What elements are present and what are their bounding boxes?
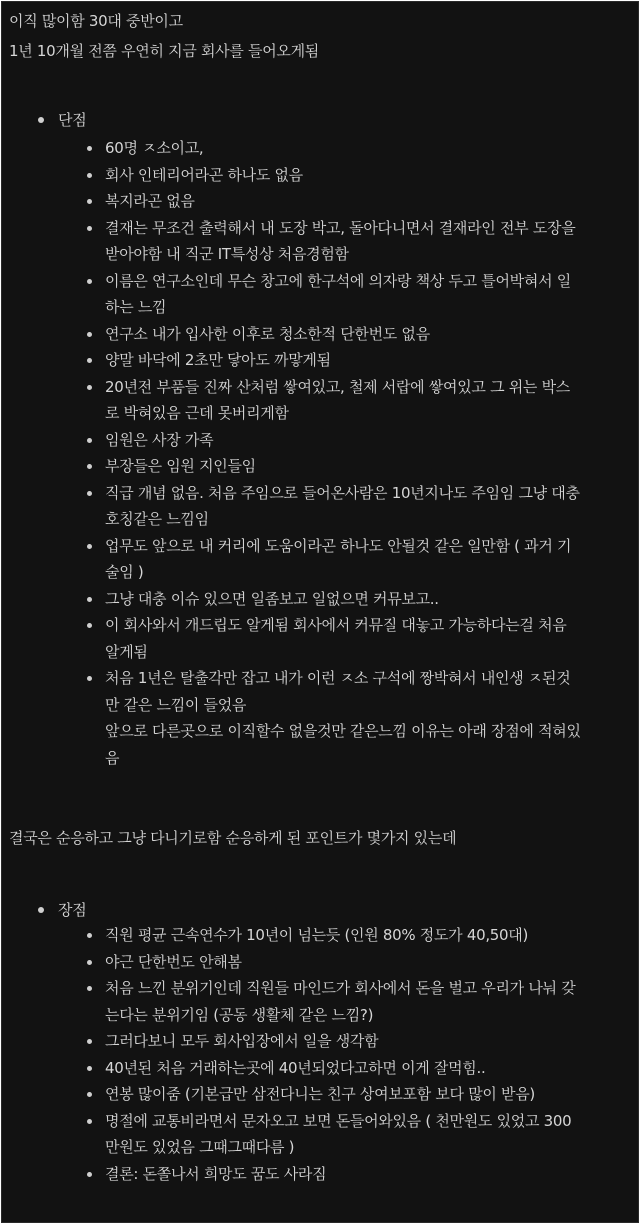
- cons-item-bullet: [87, 332, 92, 337]
- cons-item-bullet: [87, 544, 92, 549]
- cons-heading: 단점: [58, 111, 87, 129]
- pros-item-bullet: [87, 1039, 92, 1044]
- list-item-line: 는다는 분위기임 (공동 생활체 같은 느낌?): [105, 1005, 374, 1024]
- list-item: [105, 612, 635, 665]
- list-item-line: 직급 개념 없음. 처음 주임으로 들어온사람은 10년지나도 주임임 그냥 대충: [105, 483, 580, 502]
- pros-item-bullet: [87, 1066, 92, 1071]
- list-item: [105, 975, 635, 1028]
- list-item-line: 받아야함 내 직군 IT특성상 처음경험함: [105, 245, 349, 263]
- list-item: [105, 427, 635, 454]
- list-item-line: 처음 느낀 분위기인데 직원들 마인드가 회사에서 돈을 벌고 우리가 나눠 갖: [105, 979, 576, 997]
- list-item-line: 양말 바닥에 2초만 닿아도 까맣게됨: [105, 351, 331, 369]
- list-item: [105, 1055, 635, 1082]
- intro-line-2: 1년 10개월 전쯤 우연히 지금 회사를 들어오게됨: [9, 42, 319, 60]
- list-item-line: 부장들은 임원 지인들임: [105, 457, 256, 475]
- post-body: [1, 1, 639, 1223]
- pros-item-bullet: [87, 1172, 92, 1177]
- pros-item-bullet: [87, 1092, 92, 1097]
- cons-bullet: [38, 117, 44, 123]
- intro-line-1: 이직 많이함 30대 중반이고: [9, 12, 183, 30]
- list-item: [105, 321, 635, 348]
- cons-item-bullet: [87, 623, 92, 628]
- list-item-line: 업무도 앞으로 내 커리에 도움이라곤 하나도 안될것 같은 일만함 ( 과거 기: [105, 536, 572, 555]
- list-item: [105, 480, 635, 533]
- list-item-line: 직원 평균 근속연수가 10년이 넘는듯 (인원 80% 정도가 40,50대): [105, 926, 529, 944]
- list-item: [105, 665, 635, 771]
- list-item-line: 결론: 돈쫄나서 희망도 꿈도 사라짐: [105, 1164, 327, 1183]
- list-item-line: 이름은 연구소인데 무슨 창고에 한구석에 의자랑 책상 두고 틀어박혀서 일: [105, 271, 571, 290]
- list-item: [105, 922, 635, 949]
- list-item: [105, 188, 635, 215]
- pros-item-bullet: [87, 960, 92, 965]
- cons-item-bullet: [87, 438, 92, 443]
- pros-item-bullet: [87, 986, 92, 991]
- list-item-line: 연구소 내가 입사한 이후로 청소한적 단한번도 없음: [105, 324, 430, 343]
- list-item: [105, 1108, 635, 1161]
- cons-item-bullet: [87, 358, 92, 363]
- list-item-line: 회사 인테리어라곤 하나도 없음: [105, 165, 303, 184]
- cons-item-bullet: [87, 173, 92, 178]
- list-item-line: 이 회사와서 개드립도 알게됨 회사에서 커뮤질 대놓고 가능하다는걸 처음: [105, 616, 567, 634]
- list-item-line: 그러다보니 모두 회사입장에서 일을 생각함: [105, 1032, 379, 1050]
- list-item-line: 호칭같은 느낌임: [105, 510, 209, 528]
- cons-item-bullet: [87, 279, 92, 284]
- list-item-line: 하는 느낌: [105, 298, 167, 316]
- list-item-line: 음: [105, 748, 120, 767]
- list-item-line: 로 박혀있음 근데 못버리게함: [105, 404, 289, 422]
- list-item: [105, 533, 635, 586]
- list-item-line: 40년된 처음 거래하는곳에 40년되었다고하면 이게 잘먹힘..: [105, 1058, 486, 1077]
- pros-item-bullet: [87, 1119, 92, 1124]
- pros-heading: 장점: [58, 901, 87, 919]
- list-item-line: 명절에 교통비라면서 문자오고 보면 돈들어와있음 ( 천만원도 있었고 300: [105, 1111, 572, 1130]
- list-item-line: 만 같은 느낌이 들었음: [105, 695, 247, 714]
- cons-item-bullet: [87, 676, 92, 681]
- list-item: [105, 268, 635, 321]
- cons-item-bullet: [87, 464, 92, 469]
- list-item-line: 야근 단한번도 안해봄: [105, 952, 242, 971]
- list-item: [105, 374, 635, 427]
- cons-item-bullet: [87, 385, 92, 390]
- list-item-line: 술임 ): [105, 563, 144, 581]
- list-item-line: 연봉 많이줌 (기본급만 삼전다니는 친구 상여보포함 보다 많이 받음): [105, 1085, 535, 1103]
- list-item: [105, 1081, 635, 1108]
- list-item-line: 알게됨: [105, 642, 148, 661]
- list-item-line: 결재는 무조건 출력해서 내 도장 박고, 돌아다니면서 결재라인 전부 도장을: [105, 218, 576, 237]
- list-item: [105, 162, 635, 189]
- list-item-line: 60명 ㅈ소이고,: [105, 139, 204, 157]
- pros-item-bullet: [87, 933, 92, 938]
- list-item: [105, 347, 635, 374]
- cons-item-bullet: [87, 199, 92, 204]
- list-item: [105, 1028, 635, 1055]
- list-item: [105, 586, 635, 613]
- pros-bullet: [38, 907, 44, 913]
- list-item-line: 20년전 부품들 진짜 산처럼 쌓여있고, 철제 서랍에 쌓여있고 그 위는 박스: [105, 377, 570, 396]
- list-item: [105, 1161, 635, 1188]
- list-item-line: 처음 1년은 탈출각만 잡고 내가 이런 ㅈ소 구석에 짱박혀서 내인생 ㅈ된것: [105, 669, 571, 687]
- list-item-line: 임원은 사장 가족: [105, 430, 214, 449]
- list-item: [105, 949, 635, 976]
- list-item-line: 복지라곤 없음: [105, 192, 195, 210]
- cons-item-bullet: [87, 597, 92, 602]
- list-item: [105, 135, 635, 162]
- list-item: [105, 215, 635, 268]
- cons-item-bullet: [87, 146, 92, 151]
- list-item: [105, 453, 635, 480]
- middle-text: 결국은 순응하고 그냥 다니기로함 순응하게 된 포인트가 몇가지 있는데: [9, 829, 457, 847]
- cons-item-bullet: [87, 491, 92, 496]
- list-item-line: 그냥 대충 이슈 있으면 일좀보고 일없으면 커뮤보고..: [105, 589, 439, 608]
- list-item-line: 만원도 있었음 그때그때다름 ): [105, 1138, 295, 1156]
- cons-item-bullet: [87, 226, 92, 231]
- list-item-line: 앞으로 다른곳으로 이직할수 없을것만 같은느낌 이유는 아래 장점에 적혀있: [105, 722, 581, 740]
